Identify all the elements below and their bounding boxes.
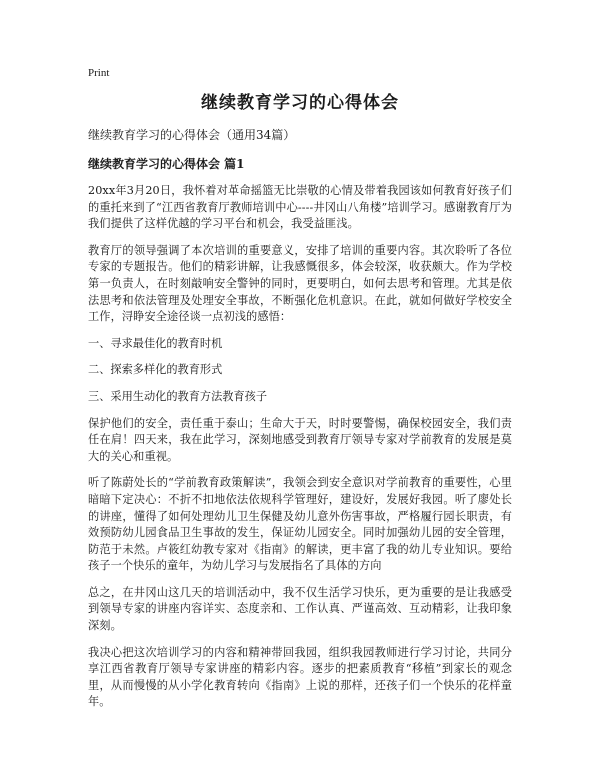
- paragraph-intro: 20xx年3月20日，我怀着对革命摇篮无比崇敬的心情及带着我园该如何教育好孩子们的重托来到了“江西省教育厅教师培训中心----井冈山八角楼”培训学习。感谢教育厅为我们提供了这样优越的学习平台和机会，我受益匪浅。: [88, 184, 512, 231]
- list-item-3: 三、采用生动化的教育方法教育孩子: [88, 389, 268, 403]
- document-title: 继续教育学习的心得体会: [201, 93, 399, 113]
- paragraph-safety: 保护他们的安全，责任重于泰山；生命大于天，时时要警惕，确保校园安全，我们责任在肩！四天来，我在此学习，深刻地感受到教育厅领导专家对学前教育的发展是莫大的关心和重视。: [88, 416, 512, 463]
- section-heading: 继续教育学习的心得体会 篇1: [88, 157, 245, 171]
- paragraph-resolution: 我决心把这次培训学习的内容和精神带回我园，组织我园教师进行学习讨论，共同分享江西省教育厅领导专家讲座的精彩内容。逐步的把素质教育“移植”到家长的观念里，从而慢慢的从小学化教育转向《指南》上说的那样，还孩子们一个快乐的花样童年。: [88, 645, 512, 709]
- list-item-2: 二、探索多样化的教育形式: [88, 363, 223, 377]
- print-label: Print: [88, 67, 110, 79]
- paragraph-training: 教育厅的领导强调了本次培训的重要意义，安排了培训的重要内容。其次聆听了各位专家的专题报告。他们的精彩讲解，让我感慨很多，体会较深，收获颇大。作为学校第一负责人，在时刻敲响安全警钟的同时，更要明白，如何去思考和管理。尤其是依法思考和依法管理及处理安全事故，不断强化危机意识。在此，就如何做好学校安全工作，浔睁安全途径谈一点初浅的感悟：: [88, 243, 512, 324]
- paragraph-summary: 总之，在井冈山这几天的培训活动中，我不仅生活学习快乐，更为重要的是让我感受到领导专家的讲座内容详实、态度亲和、工作认真、严谨高效、互动精彩，让我印象深刻。: [88, 585, 512, 633]
- paragraph-lectures: 听了陈蔚处长的“学前教育政策解读”，我领会到安全意识对学前教育的重要性，心里暗暗下定决心：不折不扣地依法依规科学管理好，建设好，发展好我园。听了廖处长的讲座，懂得了如何处理幼儿卫生保健及幼儿意外伤害事故，严格履行园长职责，有效预防幼儿园食品卫生事故的发生，保证幼儿园安全。同时加强幼儿园的安全管理，防范于未然。卢筱红幼教专家对《指南》的解读，更丰富了我的幼儿专业知识。要给孩子一个快乐的童年，为幼儿学习与发展指名了具体的方向: [88, 476, 512, 573]
- document-subtitle: 继续教育学习的心得体会（通用34篇）: [88, 128, 296, 142]
- list-item-1: 一、寻求最佳化的教育时机: [88, 336, 223, 350]
